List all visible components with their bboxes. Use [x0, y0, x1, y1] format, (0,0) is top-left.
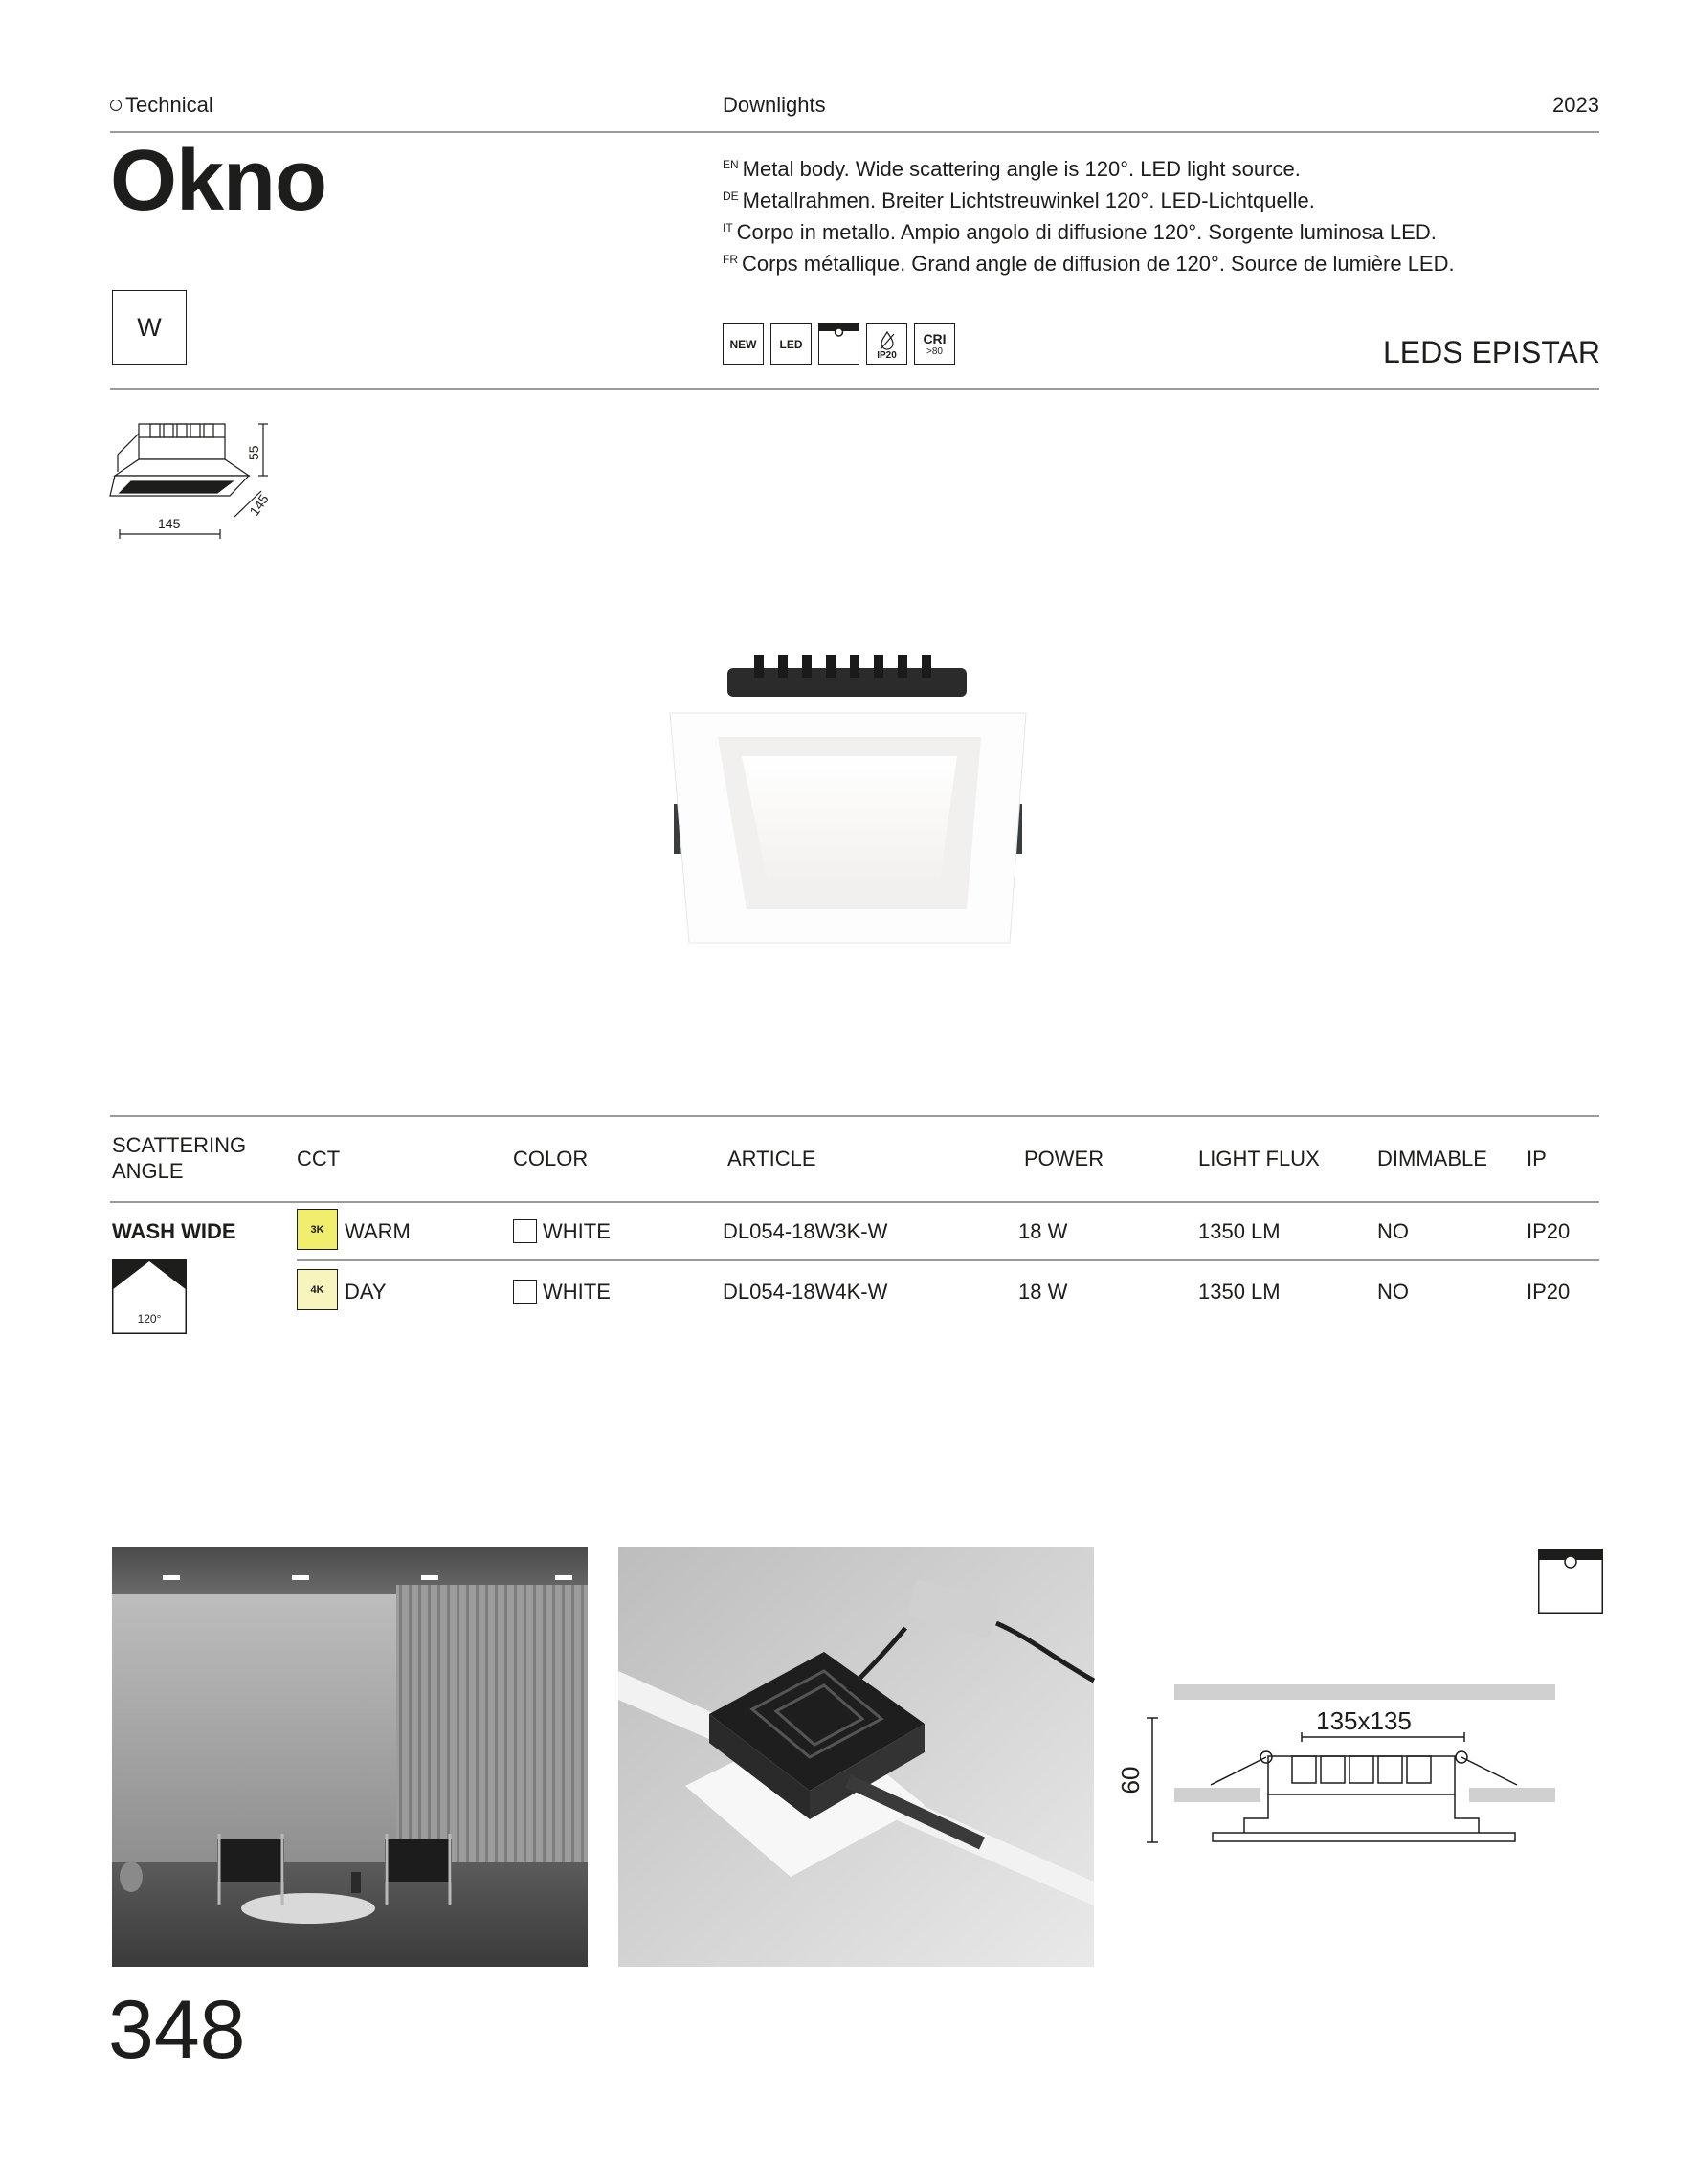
- section-divider: [110, 388, 1599, 390]
- page-number: 348: [108, 1984, 246, 2076]
- power-cell: 18 W: [1018, 1219, 1068, 1243]
- installation-photo: [618, 1547, 1094, 1967]
- dimension-drawing: [110, 416, 273, 541]
- installation-drawing: [1116, 1675, 1560, 1866]
- description-en: $^{EN}$ Metal body. Wide scattering angle is 120°. LED light source.: [723, 157, 1301, 181]
- description-it: $^{IT}$ Corpo in metallo. Ampio angolo di diffusione 120°. Sorgente luminosa LED.: [723, 220, 1437, 244]
- header-scattering-angle: SCATTERING ANGLE: [112, 1133, 247, 1183]
- dimmable-cell: NO: [1377, 1280, 1409, 1304]
- cutout-dimension: 135x135: [1316, 1706, 1412, 1735]
- header-ip: IP: [1527, 1147, 1547, 1170]
- header-power: POWER: [1024, 1147, 1104, 1170]
- cct-swatch-3k: 3K: [297, 1209, 338, 1250]
- color-cell: WHITE: [513, 1219, 611, 1244]
- ip-cell: IP20: [1527, 1280, 1571, 1304]
- header-divider: [110, 131, 1599, 133]
- table-header-divider: [110, 1201, 1599, 1203]
- header-light-flux: LIGHT FLUX: [1198, 1147, 1320, 1170]
- recessed-mount-icon: [818, 323, 859, 365]
- section-label: Technical: [110, 93, 213, 118]
- beam-angle-icon: [112, 1259, 187, 1334]
- led-badge: LED: [770, 323, 812, 365]
- cct-swatch-4k: 4K: [297, 1269, 338, 1310]
- dimension-depth: 145: [246, 491, 272, 519]
- table-row-divider: [297, 1259, 1599, 1261]
- description-de: $^{DE}$ Metallrahmen. Breiter Lichtstreuwinkel 120°. LED-Lichtquelle.: [723, 189, 1315, 212]
- year-label: 2023: [1552, 93, 1599, 117]
- product-photo: [660, 660, 1034, 957]
- white-swatch: [513, 1219, 537, 1243]
- color-code-box: W: [112, 290, 187, 365]
- recessed-mount-icon: [1538, 1549, 1603, 1614]
- product-title: Okno: [110, 133, 327, 229]
- white-swatch: [513, 1280, 537, 1304]
- beam-angle-label: 120°: [137, 1312, 162, 1326]
- circle-icon: [110, 100, 122, 111]
- dimension-width: 145: [158, 516, 181, 531]
- cct-label: DAY: [345, 1280, 387, 1304]
- header-article: ARTICLE: [727, 1147, 816, 1170]
- article-cell: DL054-18W4K-W: [723, 1280, 888, 1304]
- drop-icon: [878, 330, 897, 351]
- header-cct: CCT: [297, 1147, 341, 1170]
- cri-badge: CRI >80: [914, 323, 955, 365]
- ip-badge: IP20: [866, 323, 907, 365]
- flux-cell: 1350 LM: [1198, 1219, 1281, 1243]
- header-dimmable: DIMMABLE: [1377, 1147, 1487, 1170]
- dimension-height: 55: [246, 445, 261, 460]
- power-cell: 18 W: [1018, 1280, 1068, 1304]
- product-descriptions: [723, 151, 1455, 278]
- interior-photo: [112, 1547, 588, 1967]
- table-top-divider: [110, 1115, 1599, 1117]
- color-cell: WHITE: [513, 1280, 611, 1304]
- header-color: COLOR: [513, 1147, 589, 1170]
- flux-cell: 1350 LM: [1198, 1280, 1281, 1304]
- new-badge: NEW: [723, 323, 764, 365]
- scattering-name: WASH WIDE: [112, 1219, 236, 1243]
- article-cell: DL054-18W3K-W: [723, 1219, 888, 1243]
- description-fr: $^{FR}$ Corps métallique. Grand angle de diffusion de 120°. Source de lumière LED.: [723, 252, 1455, 276]
- depth-dimension: 60: [1116, 1766, 1145, 1794]
- cct-label: WARM: [345, 1219, 411, 1243]
- dimmable-cell: NO: [1377, 1219, 1409, 1243]
- ip-cell: IP20: [1527, 1219, 1571, 1243]
- category-label: Downlights: [723, 93, 826, 117]
- brand-label: LEDS EPISTAR: [1382, 335, 1600, 369]
